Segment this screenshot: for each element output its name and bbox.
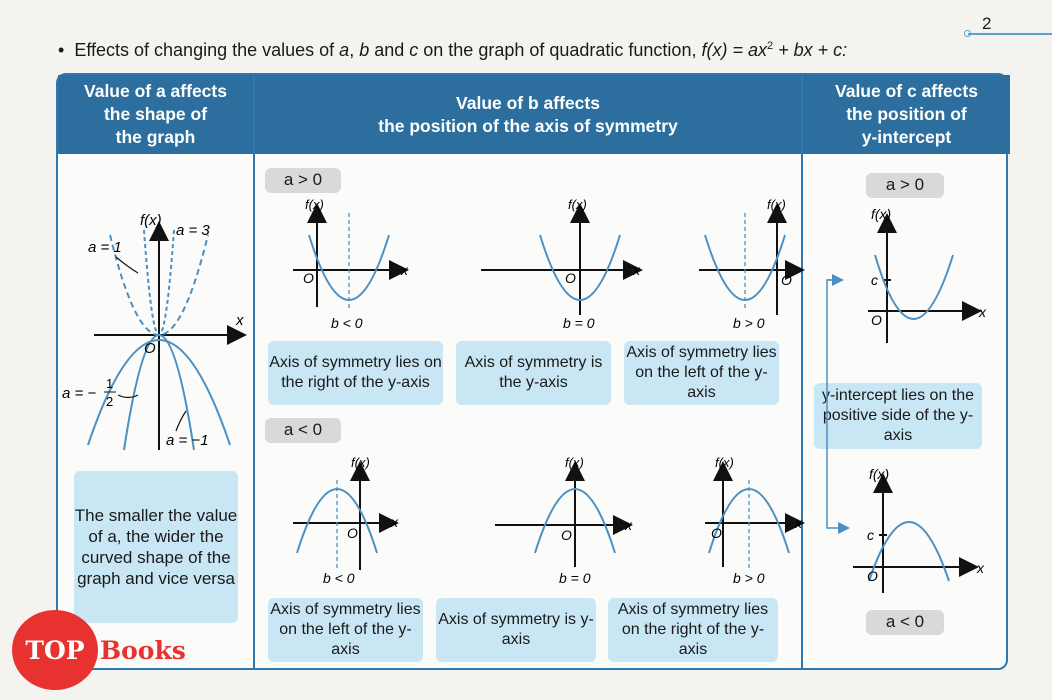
x-label: x bbox=[625, 517, 632, 533]
graph-top-b-pos bbox=[699, 197, 801, 331]
col-a-graph bbox=[58, 205, 253, 455]
header-a bbox=[58, 75, 253, 154]
note-top-b-neg: Axis of symmetry lies on the right of the y-axis bbox=[268, 341, 443, 405]
x-label: x bbox=[236, 312, 244, 329]
f-label: f(x) bbox=[869, 466, 890, 482]
graph-top-b-zero bbox=[481, 197, 641, 331]
b-label: b > 0 bbox=[733, 315, 765, 331]
note-top-b-zero: Axis of symmetry is the y-axis bbox=[456, 341, 611, 405]
pointer bbox=[118, 395, 138, 398]
graph-bottom-b-zero bbox=[495, 455, 633, 586]
origin-label: O bbox=[867, 568, 878, 584]
heading-text: , bbox=[349, 40, 360, 60]
logo-circle: TOP bbox=[12, 610, 98, 690]
b-label: b = 0 bbox=[559, 570, 591, 586]
c-label: c bbox=[871, 272, 878, 288]
heading-text: Effects of changing the values of bbox=[74, 40, 340, 60]
b-label: b < 0 bbox=[323, 570, 355, 586]
f-label: f(x) bbox=[568, 197, 587, 212]
origin-label: O bbox=[303, 270, 314, 286]
col-b-bottom-graphs bbox=[255, 455, 801, 590]
heading-exponent: 2 bbox=[766, 40, 774, 52]
origin-label: O bbox=[561, 527, 572, 543]
effects-table bbox=[56, 73, 1008, 670]
header-b-line2: the position of the axis of symmetry bbox=[378, 115, 678, 136]
x-label: x bbox=[979, 304, 986, 320]
pill-c-negative: a < 0 bbox=[866, 610, 944, 635]
topbooks-logo bbox=[8, 610, 198, 692]
label-a1: a = 1 bbox=[88, 239, 122, 256]
note-bottom-b-zero: Axis of symmetry is y-axis bbox=[436, 598, 596, 662]
page-number-rule bbox=[968, 33, 1052, 35]
origin-label: O bbox=[565, 270, 576, 286]
fraction-denominator: 2 bbox=[106, 394, 114, 409]
col-b-top-graphs bbox=[255, 195, 801, 335]
bullet: • bbox=[58, 40, 65, 60]
label-neg-half: a = − bbox=[62, 385, 97, 402]
pill-c-positive: a > 0 bbox=[866, 173, 944, 198]
header-b-line1: Value of b affects bbox=[456, 92, 600, 113]
pointer bbox=[176, 411, 186, 431]
header-a-line2: the shape of bbox=[103, 104, 208, 125]
origin-label: O bbox=[711, 525, 722, 541]
x-label: x bbox=[795, 515, 802, 531]
header-c bbox=[803, 75, 1010, 154]
note-c: y-intercept lies on the positive side of the y-axis bbox=[814, 383, 982, 449]
f-label: f(x) bbox=[767, 197, 786, 212]
col-c-bottom-graph bbox=[803, 463, 1010, 598]
header-a-line3: the graph bbox=[115, 126, 196, 147]
pointer bbox=[116, 257, 138, 273]
x-label: x bbox=[401, 262, 408, 278]
note-top-b-pos: Axis of symmetry lies on the left of the y-axis bbox=[624, 341, 779, 405]
fraction-numerator: 1 bbox=[106, 376, 114, 391]
pill-a-negative: a < 0 bbox=[265, 418, 341, 443]
f-label: f(x) bbox=[715, 455, 734, 470]
heading-var-a: a bbox=[339, 40, 350, 60]
section-heading bbox=[58, 40, 847, 61]
b-label: b < 0 bbox=[331, 315, 363, 331]
origin-label: O bbox=[347, 525, 358, 541]
note-bottom-b-neg: Axis of symmetry lies on the left of the y-axis bbox=[268, 598, 423, 662]
origin-label: O bbox=[781, 272, 792, 288]
parabola bbox=[869, 522, 949, 581]
heading-text: and bbox=[369, 40, 410, 60]
heading-var-b: b bbox=[359, 40, 370, 60]
heading-text: on the graph of quadratic function, bbox=[418, 40, 702, 60]
page-number: 2 bbox=[982, 14, 992, 33]
graph-top-b-neg bbox=[293, 197, 409, 331]
f-label: f(x) bbox=[565, 455, 584, 470]
label-neg1: a = −1 bbox=[166, 432, 209, 449]
heading-function-tail: + bx + c: bbox=[773, 40, 848, 60]
x-label: x bbox=[977, 560, 984, 576]
c-label: c bbox=[867, 527, 874, 543]
logo-word: Books bbox=[100, 636, 186, 665]
heading-function: f(x) = ax bbox=[701, 40, 767, 60]
note-bottom-b-pos: Axis of symmetry lies on the right of the y-axis bbox=[608, 598, 778, 662]
f-label: f(x) bbox=[305, 197, 324, 212]
graph-bottom-b-neg bbox=[293, 455, 399, 586]
note-a: The smaller the value of a, the wider the curved shape of the graph and vice versa bbox=[74, 471, 238, 623]
b-label: b = 0 bbox=[563, 315, 595, 331]
label-a3: a = 3 bbox=[176, 222, 210, 239]
f-label: f(x) bbox=[351, 455, 370, 470]
f-label: f(x) bbox=[140, 212, 162, 229]
f-label: f(x) bbox=[871, 206, 892, 222]
header-c-line2: the position of bbox=[846, 104, 967, 125]
header-a-line1: Value of a affects bbox=[84, 81, 227, 102]
header-c-line3: y-intercept bbox=[861, 126, 952, 147]
origin-label: O bbox=[144, 340, 156, 357]
heading-var-c: c bbox=[409, 40, 419, 60]
graph-bottom-b-pos bbox=[705, 455, 803, 586]
x-label: x bbox=[633, 262, 640, 278]
x-label: x bbox=[391, 514, 398, 530]
header-c-line1: Value of c affects bbox=[835, 81, 978, 102]
header-b bbox=[255, 75, 801, 154]
origin-label: O bbox=[871, 312, 882, 328]
pill-a-positive: a > 0 bbox=[265, 168, 341, 193]
b-label: b > 0 bbox=[733, 570, 765, 586]
